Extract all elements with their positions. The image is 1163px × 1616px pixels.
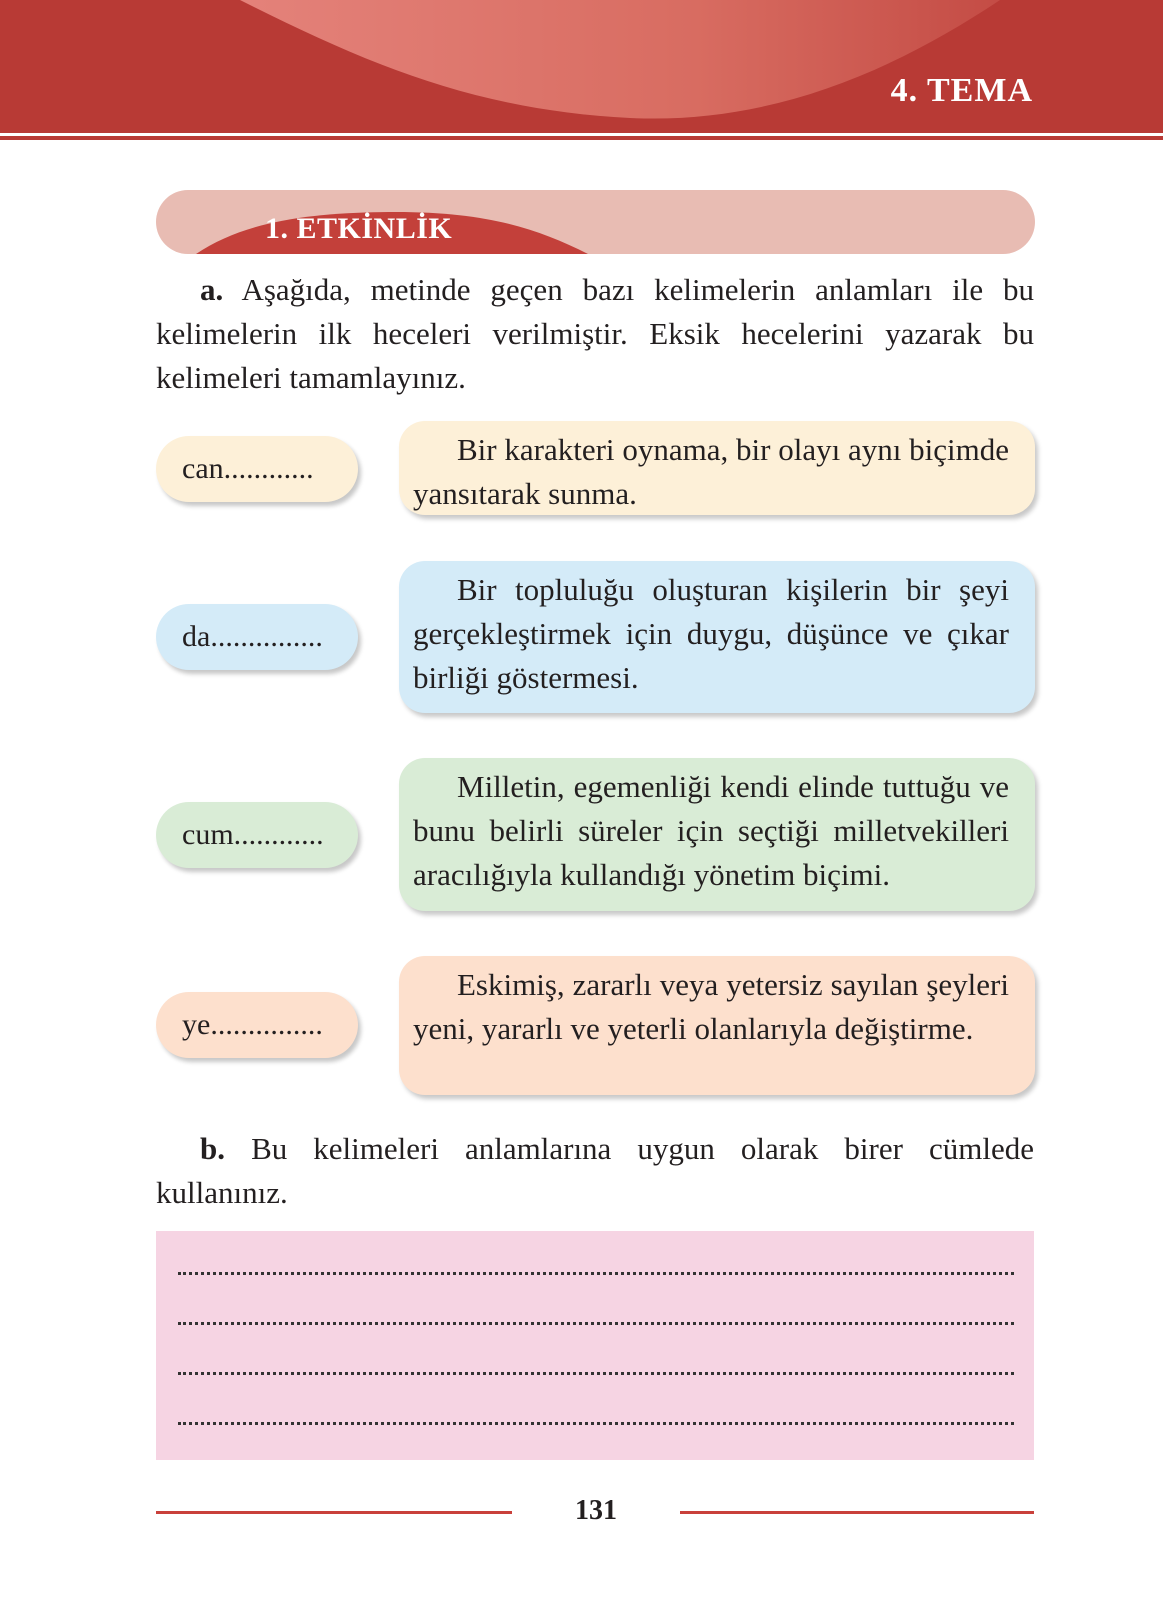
definition-box-4 [399, 956, 1035, 1095]
instruction-a-text: Aşağıda, metinde geçen bazı kelimelerin anlamları ile bu kelimelerin ilk heceleri verilmiştir. Eksik hecelerini yazarak bu kelimeleri tamamlayınız. [156, 272, 1034, 395]
instruction-b-text: Bu kelimeleri anlamlarına uygun olarak birer cümlede kullanınız. [156, 1131, 1035, 1210]
definition-box-1 [399, 421, 1035, 515]
footer-rule-right [680, 1511, 1034, 1514]
theme-title: 4. TEMA [890, 72, 1033, 109]
instruction-a-label: a. [200, 272, 224, 307]
instruction-b-label: b. [200, 1131, 225, 1166]
answer-line-3[interactable] [178, 1341, 1014, 1375]
syllable-text: ye............... [182, 1008, 323, 1041]
answer-line-4[interactable] [178, 1391, 1014, 1425]
footer-rule-left [156, 1511, 512, 1514]
syllable-text: can............ [182, 452, 314, 485]
definition-text: Bir topluluğu oluşturan kişilerin bir şeyi gerçekleştirmek için duygu, düşünce ve çıkar birliği göstermesi. [413, 572, 1009, 695]
syllable-pill-4[interactable] [156, 992, 358, 1058]
syllable-text: da............... [182, 620, 323, 653]
definition-text: Milletin, egemenliği kendi elinde tuttuğu ve bunu belirli süreler için seçtiği milletvekilleri aracılığıyla kullandığı yönetim biçimi. [413, 769, 1009, 892]
definition-text: Bir karakteri oynama, bir olayı aynı biçimde yansıtarak sunma. [413, 432, 1009, 511]
syllable-text: cum............ [182, 818, 324, 851]
instruction-b [156, 1127, 1034, 1215]
syllable-pill-1[interactable] [156, 436, 358, 502]
page-number: 131 [575, 1495, 617, 1526]
syllable-pill-2[interactable] [156, 604, 358, 670]
answer-box[interactable] [156, 1231, 1034, 1460]
definition-text: Eskimiş, zararlı veya yetersiz sayılan şeyleri yeni, yararlı ve yeterli olanlarıyla değiştirme. [413, 967, 1009, 1046]
instruction-a [156, 268, 1034, 400]
definition-box-2 [399, 561, 1035, 713]
syllable-pill-3[interactable] [156, 802, 358, 868]
answer-line-1[interactable] [178, 1241, 1014, 1275]
definition-box-3 [399, 758, 1035, 911]
answer-line-2[interactable] [178, 1291, 1014, 1325]
activity-title: 1. ETKİNLİK [265, 212, 453, 245]
